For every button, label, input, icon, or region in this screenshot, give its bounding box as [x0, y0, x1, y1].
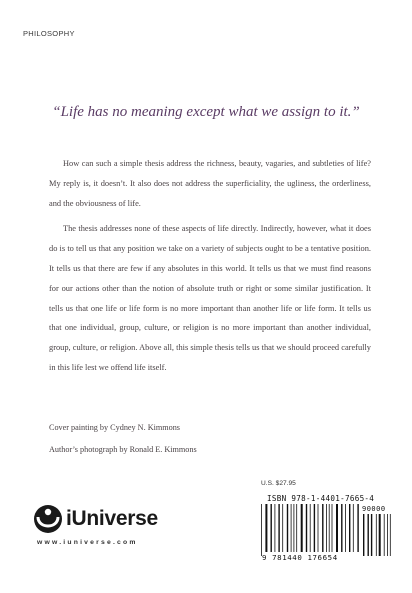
- barcode-bar: [282, 504, 283, 552]
- barcode-bar: [345, 504, 346, 552]
- barcode-digits: 9 781440 176654: [262, 552, 358, 562]
- barcode-addon-bar: [371, 514, 372, 556]
- barcode-addon-bar: [384, 514, 385, 556]
- barcode-addon-digits: 90000: [362, 505, 386, 513]
- barcode-bar: [278, 504, 279, 552]
- isbn-label: ISBN 978-1-4401-7665-4: [267, 494, 375, 503]
- barcode-bar: [357, 504, 358, 552]
- publisher-name: iUniverse: [66, 507, 158, 530]
- barcode-bar: [349, 504, 350, 552]
- barcode-bar: [310, 504, 311, 552]
- barcode-addon-bar: [390, 514, 391, 556]
- barcode-bar: [341, 504, 342, 552]
- cover-credit: Cover painting by Cydney N. Kimmons: [49, 423, 180, 432]
- publisher-url: www.iuniverse.com: [37, 539, 138, 546]
- barcode-bar: [332, 504, 333, 552]
- price-label: U.S. $27.95: [261, 480, 296, 487]
- barcode-bar: [318, 504, 319, 552]
- barcode-bar: [336, 504, 338, 552]
- barcode-bar: [353, 504, 354, 552]
- barcode-bar: [301, 504, 303, 552]
- barcode-bar: [265, 504, 267, 556]
- barcode-addon-bar: [376, 514, 377, 556]
- barcode-bar: [294, 504, 295, 552]
- barcode-addon-bar: [387, 514, 388, 556]
- barcode-bar: [261, 504, 262, 556]
- paragraph: The thesis addresses none of these aspects of life directly. Indirectly, however, what it does do is to tell us that any position we take on a variety of subjects ought to be a tentative position. It tells us that there are few if any absolutes in this world. It tells us that we must find reasons for our actions other than the notion of absolute truth or right or some similar justification. It tells us that one life or life form is no more important than another life or life form. It tells us that one individual, group, culture, or religion is no more important than another individual, group, culture, or religion. Above all, this simple thesis tells us that we should proceed carefully in this life lest we offend life itself.: [49, 224, 371, 372]
- credits: [49, 417, 197, 461]
- publisher-logo: [22, 500, 192, 550]
- barcode-bar: [306, 504, 307, 552]
- barcode-bar: [287, 504, 288, 552]
- pull-quote: “Life has no meaning except what we assign to it.”: [52, 104, 360, 120]
- category-label: PHILOSOPHY: [23, 29, 75, 38]
- photo-credit: Author’s photograph by Ronald E. Kimmons: [49, 445, 197, 454]
- barcode-bar: [329, 504, 330, 552]
- cover-description: [49, 154, 371, 384]
- barcode-bar: [326, 504, 327, 552]
- barcode-addon-bar: [379, 514, 381, 556]
- barcode-bar: [275, 504, 276, 552]
- barcode-bar: [291, 504, 292, 552]
- barcode-bar: [322, 504, 323, 552]
- barcode-bar: [296, 504, 297, 552]
- barcode-bar: [314, 504, 315, 552]
- barcode-addon-bar: [368, 514, 369, 556]
- barcode-bar: [271, 504, 272, 552]
- iuniverse-globe-icon: [32, 503, 64, 535]
- barcode-addon-bar: [363, 514, 364, 556]
- paragraph: How can such a simple thesis address the richness, beauty, vagaries, and subtleties of life? My reply is, it doesn’t. It also does not address the superficiality, the ugliness, the orderliness, and the obviousness of life.: [49, 159, 371, 208]
